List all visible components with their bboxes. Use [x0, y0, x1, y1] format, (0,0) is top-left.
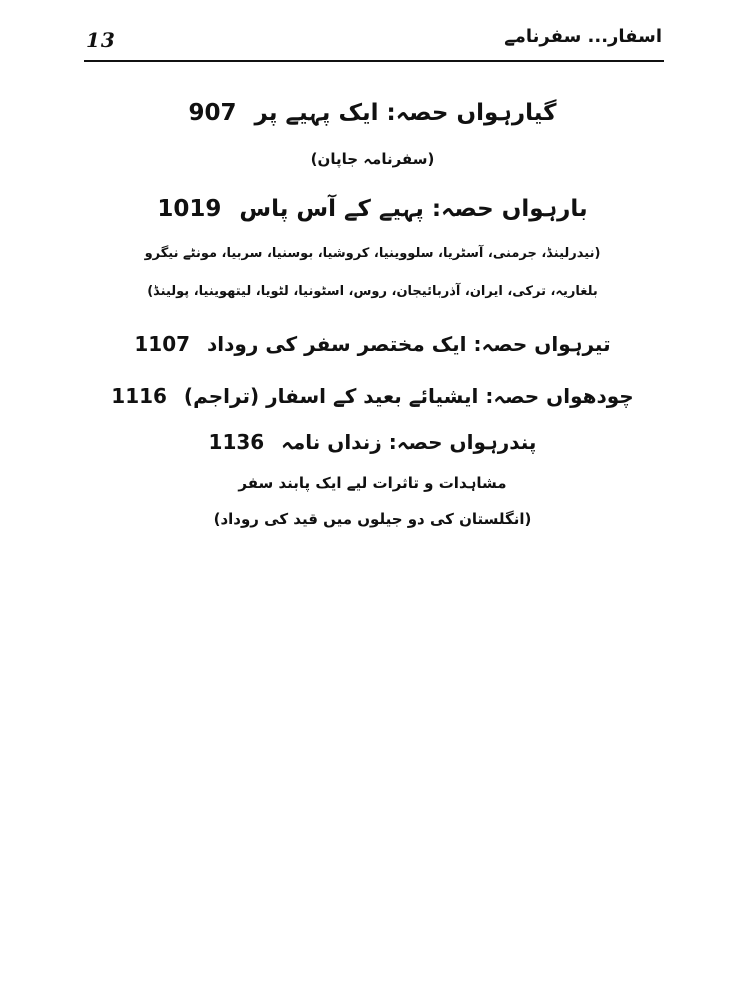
toc-entry-part-13	[0, 332, 745, 356]
toc-entry-title: گیارہواں حصہ: ایک پہیے پر	[254, 100, 557, 126]
toc-entry-part-15	[0, 430, 745, 454]
toc-entry-part-14	[0, 384, 745, 408]
toc-entry-part-12	[0, 196, 745, 222]
toc-entry-page: 1107	[134, 332, 191, 356]
toc-entry-page: 1116	[111, 384, 167, 408]
toc-entry-part-11	[0, 100, 745, 126]
toc-entry-subtitle: (انگلستان کی دو جیلوں میں قید کی روداد)	[213, 510, 532, 528]
toc-entry-subtitle: بلغاریہ، ترکی، ایران، آذربائیجان، روس، اسٹونیا، لٹویا، لیتھوینیا، پولینڈ)	[147, 284, 598, 299]
toc-entry-title: چودھواں حصہ: ایشیائے بعید کے اسفار (تراجم)	[183, 384, 634, 408]
toc-entry-subtitle: مشاہدات و تاثرات لیے ایک پابند سفر	[238, 474, 507, 492]
toc-entry-page: 1019	[157, 196, 222, 222]
page-number: 13	[86, 28, 116, 52]
toc-entry-title: پندرہواں حصہ: زنداں نامہ	[281, 430, 537, 454]
toc-entry-page: 907	[188, 100, 237, 126]
running-title: اسفار... سفرنامے	[504, 26, 662, 47]
toc-entry-subtitle: (نیدرلینڈ، جرمنی، آسٹریا، سلووینیا، کروشیا، بوسنیا، سربیا، مونٹے نیگرو	[144, 246, 601, 261]
toc-entry-title: تیرہواں حصہ: ایک مختصر سفر کی روداد	[207, 332, 611, 356]
toc-entry-subtitle: (سفرنامہ جاپان)	[310, 150, 435, 168]
toc-entry-title: بارہواں حصہ: پہیے کے آس پاس	[239, 196, 588, 222]
toc-entry-page: 1136	[208, 430, 265, 454]
